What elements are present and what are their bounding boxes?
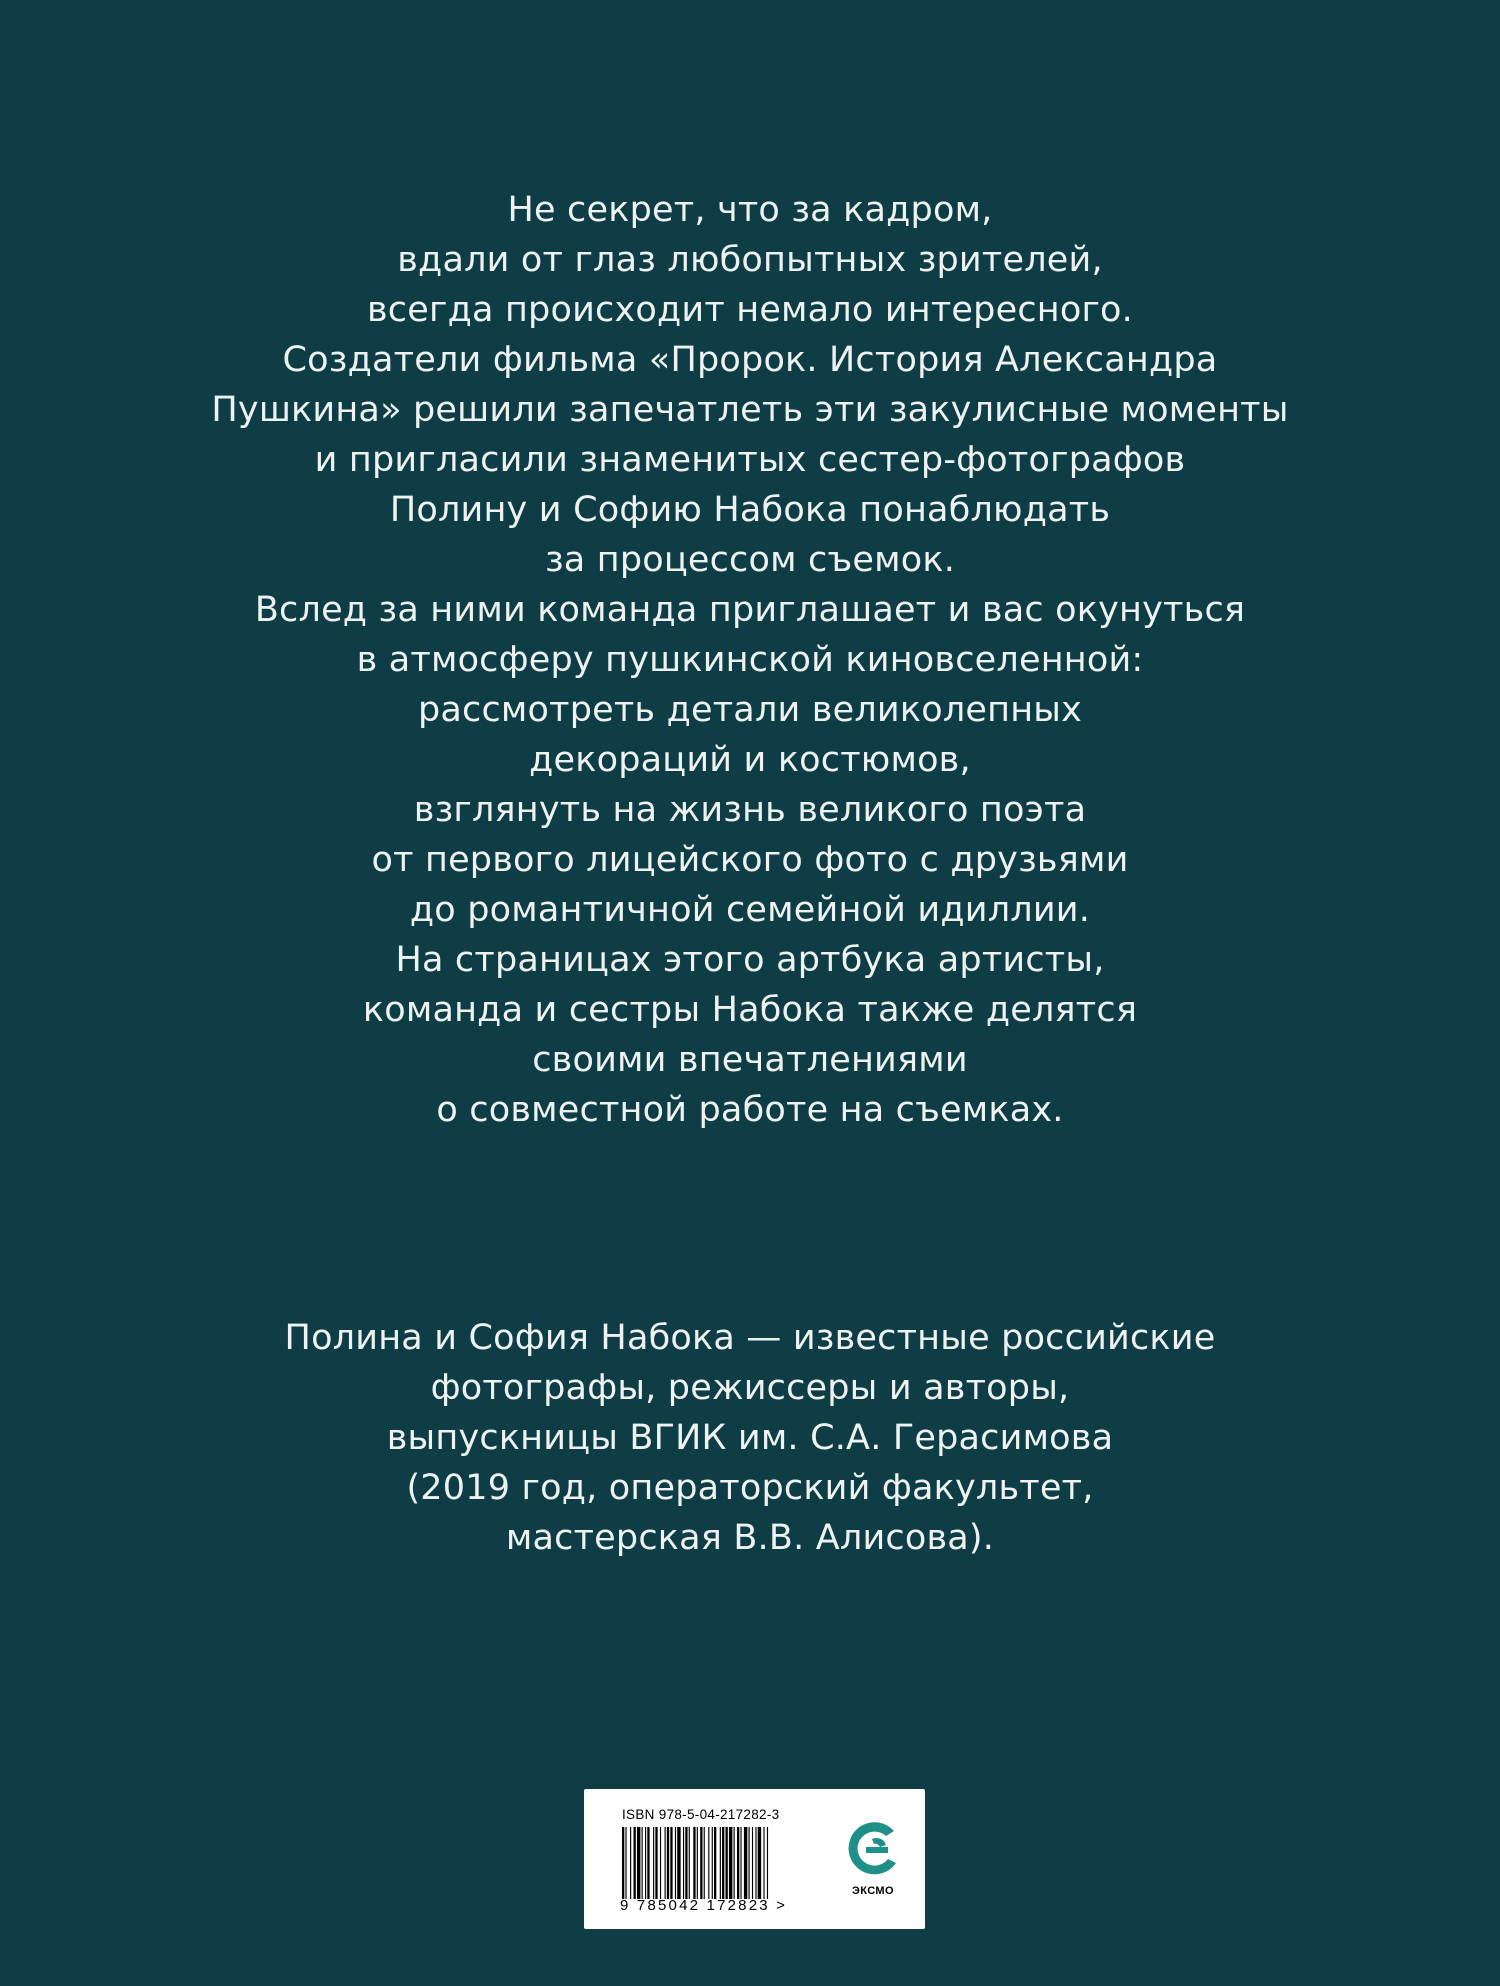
- barcode-bar: [677, 1827, 680, 1899]
- text-line: Создатели фильма «Пророк. История Александра: [282, 340, 1218, 380]
- text-line: (2019 год, операторский факультет,: [406, 1468, 1094, 1508]
- description-text: [100, 185, 1400, 1135]
- text-line: Полина и София Набока — известные российские: [284, 1318, 1216, 1358]
- text-line: от первого лицейского фото с друзьями: [371, 840, 1129, 880]
- barcode-bar: [634, 1827, 636, 1899]
- barcode-bar: [704, 1827, 705, 1899]
- barcode-bar: [665, 1827, 666, 1899]
- barcode-bar: [734, 1827, 735, 1899]
- text-line: мастерская В.В. Алисова).: [505, 1518, 995, 1558]
- eksmo-logo-icon: [842, 1819, 902, 1881]
- barcode-panel: [584, 1789, 925, 1929]
- barcode-bar: [637, 1827, 640, 1899]
- barcode-bar: [660, 1827, 661, 1899]
- text-line: декораций и костюмов,: [529, 740, 971, 780]
- barcode-bar: [767, 1827, 768, 1899]
- barcode-bar: [697, 1827, 698, 1899]
- barcode-bar: [653, 1827, 654, 1899]
- text-line: команда и сестры Набока также делятся: [362, 990, 1138, 1030]
- barcode-bar: [625, 1827, 626, 1899]
- barcode-bar: [763, 1827, 764, 1899]
- barcode-bar: [726, 1827, 728, 1899]
- barcode-bar: [675, 1827, 676, 1899]
- text-line: Пушкина» решили запечатлеть эти закулисные моменты: [211, 390, 1289, 430]
- publisher-name: ЭКСМО: [852, 1885, 894, 1897]
- barcode-bar: [642, 1827, 643, 1899]
- text-line: и пригласили знаменитых сестер-фотографов: [314, 440, 1186, 480]
- barcode-bar: [737, 1827, 739, 1899]
- barcode-bar: [722, 1827, 724, 1899]
- barcode-bar: [740, 1827, 741, 1899]
- barcode-bar: [714, 1827, 716, 1899]
- text-line: взглянуть на жизнь великого поэта: [413, 790, 1087, 830]
- barcode-bar: [708, 1827, 709, 1899]
- author-bio: [100, 1313, 1400, 1563]
- text-line: за процессом съемок.: [544, 540, 956, 580]
- isbn-label: ISBN 978-5-04-217282-3: [622, 1807, 780, 1822]
- barcode-image: [620, 1827, 820, 1899]
- barcode-bar: [700, 1827, 702, 1899]
- text-line: Не секрет, что за кадром,: [507, 190, 993, 230]
- barcode-bar: [683, 1827, 684, 1899]
- barcode-bar: [693, 1827, 695, 1899]
- text-line: вдали от глаз любопытных зрителей,: [397, 240, 1103, 280]
- text-line: о совместной работе на съемках.: [436, 1090, 1064, 1130]
- text-line: рассмотреть детали великолепных: [417, 690, 1083, 730]
- barcode-bar: [630, 1827, 631, 1899]
- barcode-bar: [758, 1827, 761, 1899]
- text-line: своими впечатлениями: [532, 1040, 968, 1080]
- text-line: На страницах этого артбука артисты,: [395, 940, 1105, 980]
- barcode-bar: [645, 1827, 646, 1899]
- text-line: всегда происходит немало интересного.: [366, 290, 1133, 330]
- barcode-bar: [622, 1827, 624, 1899]
- barcode-bar: [647, 1827, 649, 1899]
- barcode-bar: [720, 1827, 721, 1899]
- text-line: Полину и Софию Набока понаблюдать: [389, 490, 1111, 530]
- text-line: фотографы, режиссеры и авторы,: [430, 1368, 1070, 1408]
- text-line: Вслед за ними команда приглашает и вас окунуться: [254, 590, 1246, 630]
- barcode-bar: [655, 1827, 657, 1899]
- text-line: в атмосферу пушкинской киновселенной:: [356, 640, 1144, 680]
- barcode-bar: [752, 1827, 753, 1899]
- text-line: выпускницы ВГИК им. С.А. Герасимова: [386, 1418, 1114, 1458]
- barcode-bar: [685, 1827, 687, 1899]
- barcode-bar: [744, 1827, 747, 1899]
- text-line: до романтичной семейной идиллии.: [409, 890, 1091, 930]
- barcode-digits: 9 785042 172823 >: [620, 1897, 788, 1914]
- barcode-bar: [729, 1827, 732, 1899]
- barcode-bar: [670, 1827, 672, 1899]
- barcode-bar: [749, 1827, 750, 1899]
- barcode-bar: [755, 1827, 756, 1899]
- barcode-bar: [667, 1827, 669, 1899]
- barcode-bar: [712, 1827, 713, 1899]
- barcode-bar: [689, 1827, 690, 1899]
